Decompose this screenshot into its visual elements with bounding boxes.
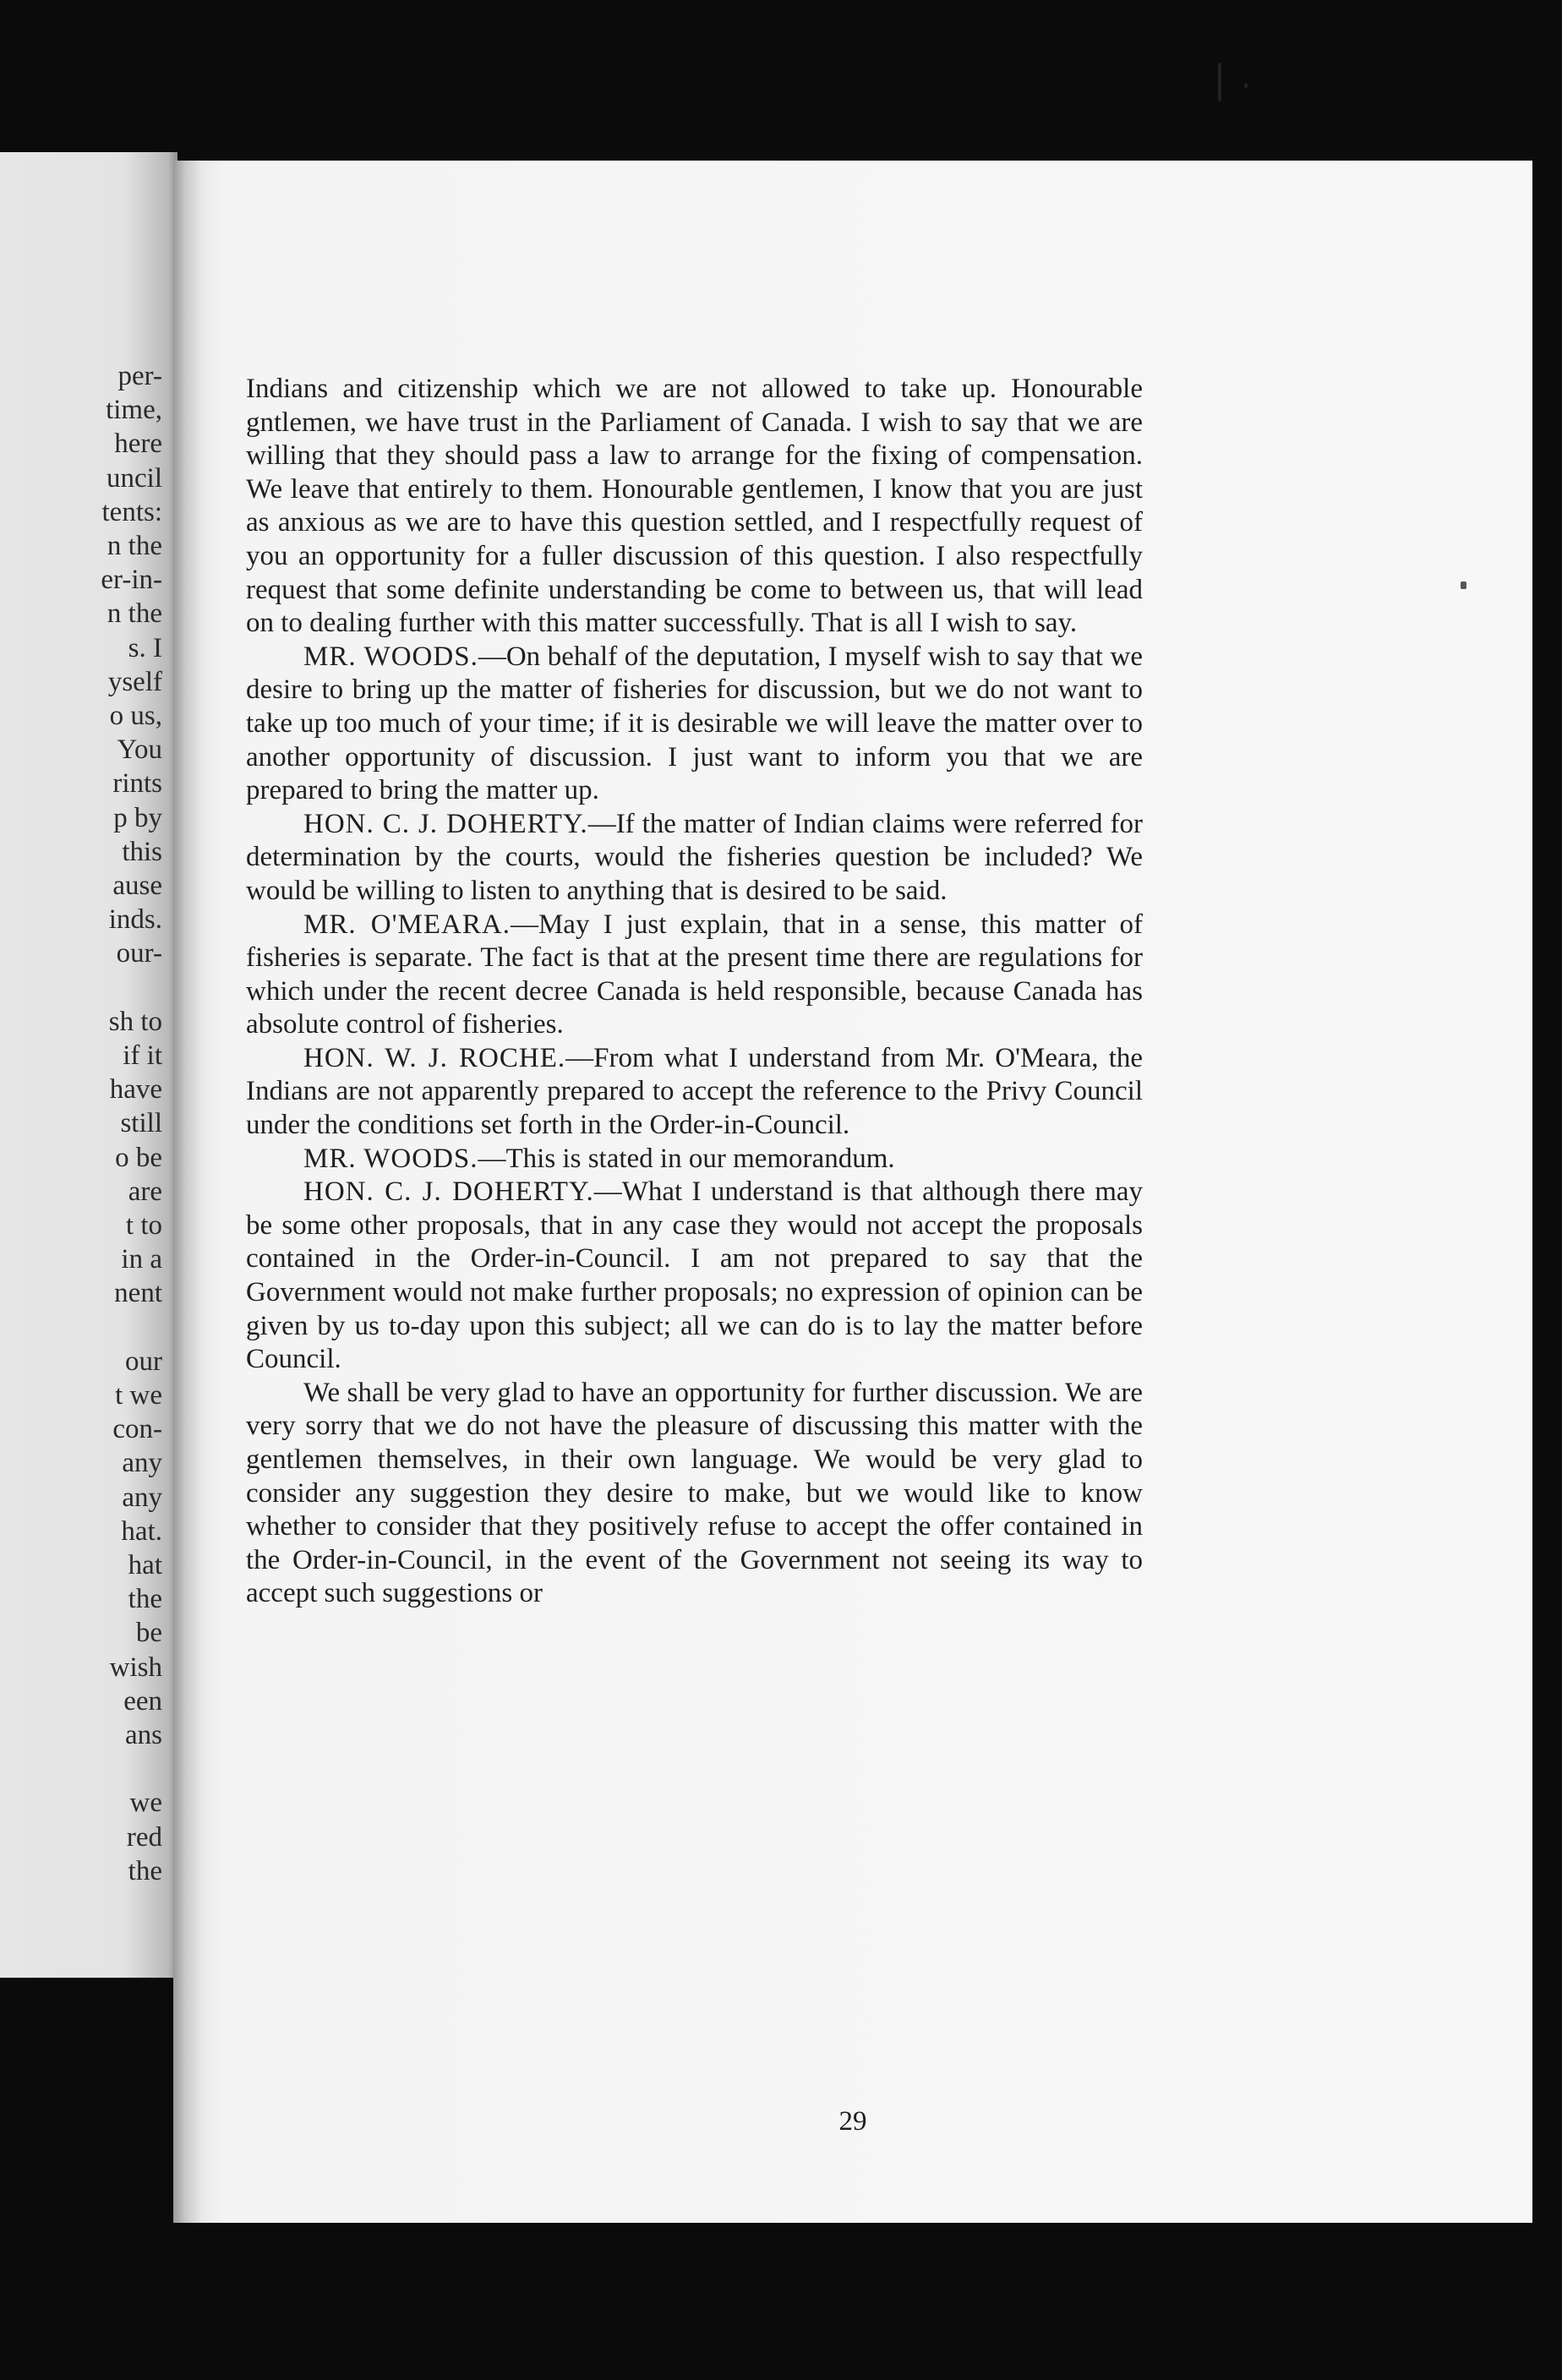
facing-page-line: s. I bbox=[128, 632, 162, 663]
facing-page-line: o be bbox=[115, 1142, 162, 1173]
facing-page-line: the bbox=[128, 1584, 162, 1615]
facing-page-line: t we bbox=[115, 1380, 162, 1411]
scan-speck bbox=[1244, 83, 1248, 88]
paragraph bbox=[246, 641, 1143, 808]
facing-page-line: n the bbox=[106, 531, 162, 561]
page-number: 29 bbox=[838, 2106, 867, 2137]
scan-speck bbox=[1218, 63, 1221, 101]
paragraph bbox=[246, 909, 1143, 1042]
facing-page-line: t to bbox=[125, 1210, 162, 1241]
paragraph bbox=[246, 1042, 1143, 1143]
document-page bbox=[173, 161, 1532, 2223]
paragraph-text: We shall be very glad to have an opportunity for further discussion. We are very sorry that we do not have the pleasure of discussing this matter with the gentlemen themselves, in their own language. We would be very glad to consider any suggestion they desire to make, but we would like to know whether to consider that they positively refuse to accept the offer contained in the Order-in-Council, in the event of the Government not seeing its way to accept such suggestions or bbox=[246, 1377, 1143, 1609]
facing-page-line: red bbox=[126, 1821, 162, 1853]
page-body bbox=[246, 373, 1143, 1611]
paragraph-text: —What I understand is that although there may be some other proposals, that in any case they would not accept the proposals contained in the Order-in-Council. I am not prepared to say that the Government would not make further proposals; no expression of opinion can be given by us to-day upon this subject; all we can do is to lay the matter before Council. bbox=[246, 1176, 1144, 1375]
facing-page-line: uncil bbox=[106, 462, 162, 494]
facing-page-line: the bbox=[128, 1855, 162, 1886]
facing-page-line: tents: bbox=[101, 496, 162, 527]
facing-page-line: still bbox=[120, 1108, 162, 1139]
facing-page-line: if it bbox=[123, 1040, 162, 1071]
facing-page-line: wish bbox=[109, 1651, 162, 1683]
facing-page-line: er-in- bbox=[101, 565, 162, 596]
speaker-name: HON. W. J. ROCHE. bbox=[303, 1042, 566, 1073]
paragraph bbox=[246, 1143, 1143, 1176]
paragraph-text: —If the matter of Indian claims were referred for determination by the courts, would the fisheries question be included? We would be willing to listen to anything that is desired to be said. bbox=[246, 808, 1143, 906]
facing-page-line: con- bbox=[112, 1414, 162, 1445]
facing-page-line: in a bbox=[121, 1244, 162, 1275]
facing-page-line: sh to bbox=[108, 1006, 162, 1037]
paragraph bbox=[246, 373, 1143, 641]
facing-page-line: yself bbox=[107, 666, 162, 697]
facing-page-line: You bbox=[117, 734, 162, 766]
facing-page-line: ause bbox=[112, 871, 162, 901]
facing-page-line: nent bbox=[114, 1278, 162, 1309]
facing-page-line: hat bbox=[128, 1550, 162, 1580]
paragraph-text: —This is stated in our memorandum. bbox=[478, 1143, 895, 1174]
facing-page-line: een bbox=[123, 1685, 162, 1717]
paragraph-text: Indians and citizenship which we are not allowed to take up. Honourable gntlemen, we have trust in the Parliament of Canada. I wish to say that we are willing that they should pass a law to arrange for the fixing of compensation. We leave that entirely to them. Honourable gentlemen, I know that you are just as anxious as we are to have this question settled, and I respectfully request of you an opportunity for a fuller discussion of this question. I also respectfully request that some definite understanding be come to between us, that will lead on to dealing further with this matter successfully. That is all I wish to say. bbox=[246, 374, 1143, 639]
speaker-name: MR. O'MEARA. bbox=[303, 909, 511, 940]
facing-page-line: p by bbox=[113, 802, 162, 833]
facing-page-line: are bbox=[128, 1176, 162, 1207]
facing-page-line: be bbox=[135, 1618, 162, 1649]
facing-page-line: have bbox=[109, 1074, 162, 1105]
facing-page-line: inds. bbox=[108, 904, 162, 936]
facing-page-line: rints bbox=[112, 768, 162, 800]
facing-page-line: any bbox=[122, 1482, 162, 1513]
paragraph bbox=[246, 1176, 1143, 1377]
speaker-name: MR. WOODS. bbox=[303, 1143, 478, 1174]
facing-page-line: per- bbox=[117, 361, 162, 391]
paragraph bbox=[246, 1377, 1143, 1611]
facing-page-line: ans bbox=[125, 1720, 162, 1750]
facing-page-line: time, bbox=[106, 395, 162, 426]
paragraph-text: —On behalf of the deputation, I myself wish to say that we desire to bring up the matter of fisheries for discussion, but we do not want to take up too much of your time; if it is desirable we will leave the matter over to another opportunity of discussion. I just want to inform you that we are prepared to bring the matter up. bbox=[246, 641, 1143, 806]
facing-page-line: our- bbox=[116, 938, 162, 969]
paragraph bbox=[246, 808, 1143, 909]
speaker-name: HON. C. J. DOHERTY. bbox=[303, 1176, 594, 1208]
speaker-name: MR. WOODS. bbox=[303, 641, 478, 672]
facing-page-line: any bbox=[122, 1448, 162, 1479]
scan-speck bbox=[1461, 581, 1466, 589]
facing-page-line: hat. bbox=[121, 1515, 162, 1547]
facing-page bbox=[0, 152, 178, 1978]
facing-page-line: here bbox=[114, 429, 162, 460]
paragraph-text: —May I just explain, that in a sense, this matter of fisheries is separate. The fact is that at the present time there are regulations for which under the recent decree Canada is held responsible, because Canada has absolute control of fisheries. bbox=[246, 909, 1143, 1040]
speaker-name: HON. C. J. DOHERTY. bbox=[303, 808, 588, 839]
facing-page-line: o us, bbox=[109, 701, 162, 731]
facing-page-line: this bbox=[122, 836, 162, 867]
facing-page-line: our bbox=[125, 1346, 162, 1377]
facing-page-line: n the bbox=[106, 598, 162, 630]
paragraph-text: —From what I understand from Mr. O'Meara, the Indians are not apparently prepared to accept the reference to the Privy Council under the conditions set forth in the Order-in-Council. bbox=[246, 1042, 1144, 1141]
facing-page-line: we bbox=[129, 1788, 162, 1819]
